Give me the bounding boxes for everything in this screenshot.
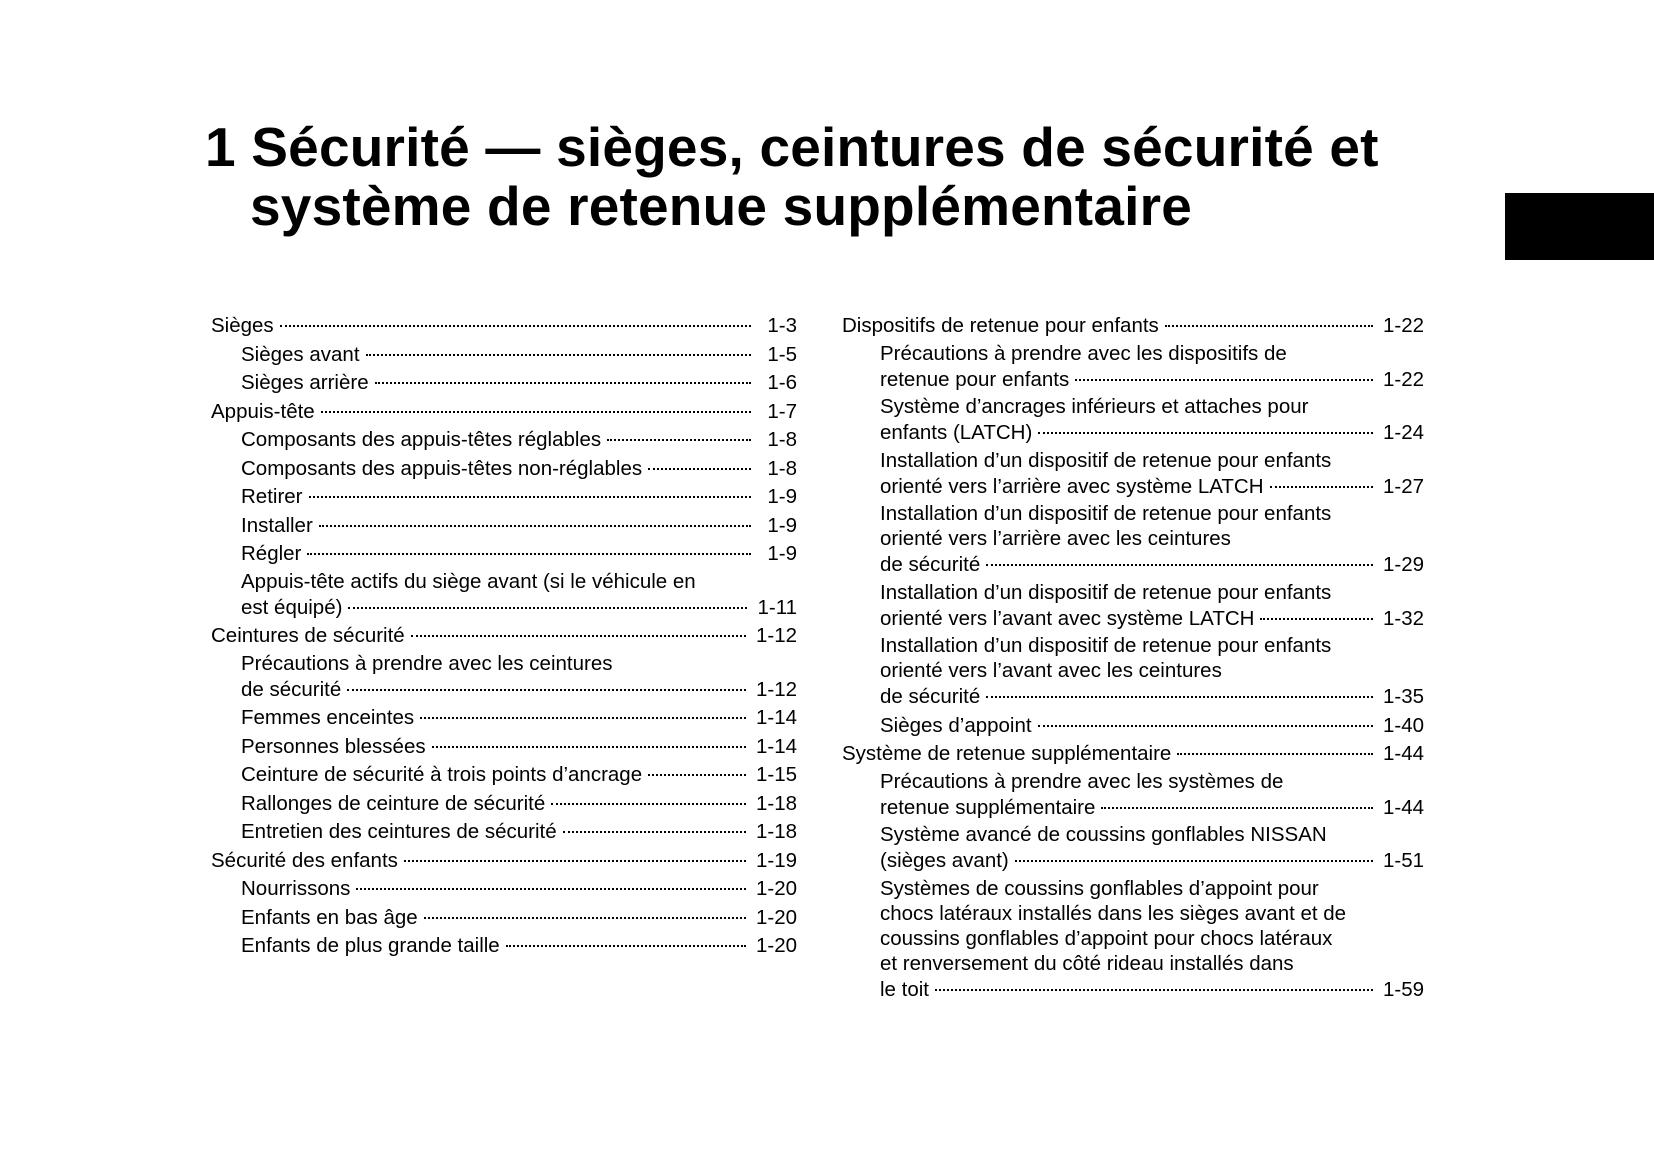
toc-subsection-entry[interactable] [842, 394, 1424, 448]
toc-entry-text: de sécurité [880, 553, 981, 576]
toc-section-entry[interactable] [211, 312, 797, 341]
toc-subsection-entry[interactable] [842, 501, 1424, 580]
toc-entry-leader-line [241, 761, 797, 790]
dot-leader [1015, 860, 1373, 862]
toc-section-entry[interactable] [211, 622, 797, 651]
toc-entry-text: Personnes blessées [241, 734, 426, 758]
toc-entry-text: de sécurité [880, 685, 981, 708]
toc-entry-text: orienté vers l’avant avec système LATCH [880, 606, 1255, 630]
toc-entry-text-line: et renversement du côté rideau installés dans [880, 951, 1294, 975]
toc-subsection-entry[interactable] [211, 818, 797, 847]
toc-subsection-entry[interactable] [211, 875, 797, 904]
toc-entry-text: Rallonges de ceinture de sécurité [241, 791, 546, 815]
toc-entry-leader-line [880, 712, 1424, 741]
toc-entry-text-line: Appuis-tête actifs du siège avant (si le véhicule en [241, 569, 696, 593]
toc-entry-text-line: Systèmes de coussins gonflables d’appoint pour [880, 876, 1319, 900]
toc-subsection-entry[interactable] [211, 540, 797, 569]
toc-page-number: 1-20 [755, 877, 797, 900]
dot-leader [1177, 753, 1373, 755]
toc-page-number: 1-59 [1382, 977, 1424, 1001]
toc-entry-text-line: chocs latéraux installés dans les sièges avant et de [880, 901, 1347, 925]
toc-subsection-entry[interactable] [842, 712, 1424, 741]
chapter-tab-marker [1505, 193, 1654, 260]
toc-entry-leader-line [241, 369, 797, 398]
toc-subsection-entry[interactable] [211, 369, 797, 398]
toc-entry-leader-line [241, 483, 797, 512]
toc-page-number: 1-44 [1382, 742, 1424, 765]
toc-page-number: 1-9 [767, 542, 797, 565]
toc-subsection-entry[interactable] [211, 455, 797, 484]
toc-subsection-entry[interactable] [211, 790, 797, 819]
toc-page-number: 1-40 [1382, 713, 1424, 737]
dot-leader [506, 945, 746, 947]
toc-entry-text-line: Précautions à prendre avec les ceintures [241, 651, 613, 675]
dot-leader [321, 411, 751, 413]
toc-entry-text: Enfants en bas âge [241, 905, 418, 929]
dot-leader [1075, 379, 1373, 381]
toc-page-number: 1-6 [767, 371, 797, 394]
toc-entry-text-line: Installation d’un dispositif de retenue pour enfants [880, 580, 1332, 604]
toc-entry-leader-line [880, 551, 1424, 580]
toc-subsection-entry[interactable] [211, 512, 797, 541]
toc-entry-text-line: orienté vers l’arrière avec les ceintures [880, 527, 1231, 550]
dot-leader [607, 439, 751, 441]
dot-leader [280, 325, 751, 327]
toc-entry-leader-line [211, 622, 797, 651]
toc-subsection-entry[interactable] [211, 904, 797, 933]
toc-entry-text: Sécurité des enfants [211, 848, 398, 872]
toc-entry-text: Installer [241, 513, 313, 537]
toc-page-number: 1-8 [767, 456, 797, 480]
dot-leader [375, 382, 751, 384]
dot-leader [551, 803, 746, 805]
dot-leader [420, 717, 746, 719]
toc-subsection-entry[interactable] [842, 822, 1424, 876]
toc-entry-leader-line [241, 594, 797, 623]
toc-page-number: 1-3 [767, 314, 797, 337]
dot-leader [347, 689, 746, 691]
chapter-title [205, 118, 1379, 236]
toc-entry-leader-line [880, 794, 1424, 823]
toc-entry-text-line: Installation d’un dispositif de retenue pour enfants [880, 448, 1332, 472]
toc-subsection-entry[interactable] [211, 569, 797, 623]
toc-entry-text: Sièges avant [241, 342, 360, 366]
dot-leader [411, 635, 746, 637]
toc-page-number: 1-35 [1382, 685, 1424, 708]
toc-right-column [842, 312, 1424, 1004]
dot-leader [986, 564, 1373, 566]
toc-entry-text: retenue pour enfants [880, 367, 1070, 391]
toc-entry-text: Femmes enceintes [241, 706, 415, 729]
toc-entry-text: Régler [241, 542, 302, 565]
dot-leader [309, 496, 751, 498]
toc-entry-leader-line [241, 426, 797, 455]
toc-subsection-entry[interactable] [842, 341, 1424, 395]
toc-entry-text: le toit [880, 977, 929, 1001]
toc-page-number: 1-18 [755, 820, 797, 843]
toc-entry-text: Entretien des ceintures de sécurité [241, 820, 557, 843]
toc-entry-text: Sièges d’appoint [880, 713, 1032, 737]
toc-entry-leader-line [842, 740, 1424, 769]
toc-page-number: 1-22 [1382, 367, 1424, 391]
dot-leader [1270, 486, 1373, 488]
toc-entry-text: enfants (LATCH) [880, 421, 1033, 444]
dot-leader [366, 354, 751, 356]
toc-entry-leader-line [880, 683, 1424, 712]
toc-entry-leader-line [211, 312, 797, 341]
dot-leader [986, 696, 1373, 698]
toc-entry-text: de sécurité [241, 677, 342, 701]
toc-entry-text: Retirer [241, 485, 303, 508]
toc-section-entry[interactable] [211, 398, 797, 427]
toc-page-number: 1-14 [755, 706, 797, 729]
dot-leader [1165, 325, 1373, 327]
toc-page-number: 1-29 [1382, 553, 1424, 576]
toc-entry-text: Ceintures de sécurité [211, 624, 405, 647]
dot-leader [319, 525, 751, 527]
toc-subsection-entry[interactable] [211, 341, 797, 370]
toc-entry-leader-line [880, 473, 1424, 502]
toc-entry-text-line: orienté vers l’avant avec les ceintures [880, 659, 1222, 682]
toc-entry-text-line: coussins gonflables d’appoint pour chocs latéraux [880, 926, 1333, 950]
toc-page-number: 1-24 [1382, 421, 1424, 444]
toc-entry-text: Composants des appuis-têtes réglables [241, 428, 602, 451]
dot-leader [648, 468, 751, 470]
dot-leader [648, 774, 746, 776]
toc-subsection-entry[interactable] [842, 580, 1424, 634]
toc-subsection-entry[interactable] [842, 769, 1424, 823]
toc-page-number: 1-12 [755, 624, 797, 647]
dot-leader [424, 917, 746, 919]
toc-entry-text: Sièges [211, 314, 274, 337]
toc-entry-text-line: Système avancé de coussins gonflables NISSAN [880, 823, 1327, 846]
toc-entry-leader-line [842, 312, 1424, 341]
toc-entry-leader-line [211, 847, 797, 876]
toc-page-number: 1-32 [1382, 606, 1424, 630]
toc-page-number: 1-27 [1382, 474, 1424, 498]
toc-page-number: 1-20 [755, 905, 797, 929]
dot-leader [404, 860, 746, 862]
toc-entry-leader-line [880, 366, 1424, 395]
toc-subsection-entry[interactable] [211, 932, 797, 961]
toc-section-entry[interactable] [842, 740, 1424, 769]
toc-page-number: 1-9 [767, 513, 797, 537]
toc-entry-text-line: Précautions à prendre avec les systèmes de [880, 769, 1284, 793]
toc-entry-text: Ceinture de sécurité à trois points d’ancrage [241, 763, 643, 786]
toc-page-number: 1-5 [767, 342, 797, 366]
toc-subsection-entry[interactable] [211, 426, 797, 455]
toc-entry-text: Enfants de plus grande taille [241, 934, 500, 957]
toc-left-column [211, 312, 797, 961]
toc-entry-leader-line [241, 512, 797, 541]
dot-leader [1038, 432, 1373, 434]
dot-leader [356, 888, 746, 890]
toc-page-number: 1-18 [755, 791, 797, 815]
toc-page-number: 1-14 [755, 734, 797, 758]
toc-page-number: 1-11 [757, 595, 797, 619]
dot-leader [1101, 807, 1373, 809]
toc-page-number: 1-8 [767, 428, 797, 451]
toc-page-number: 1-15 [755, 763, 797, 786]
toc-entry-leader-line [241, 540, 797, 569]
toc-subsection-entry[interactable] [842, 876, 1424, 1005]
toc-entry-leader-line [880, 419, 1424, 448]
toc-entry-text: Appuis-tête [211, 399, 315, 423]
toc-entry-leader-line [241, 704, 797, 733]
toc-entry-text: (sièges avant) [880, 849, 1009, 872]
toc-entry-leader-line [241, 818, 797, 847]
toc-subsection-entry[interactable] [211, 761, 797, 790]
toc-entry-leader-line [241, 875, 797, 904]
toc-entry-leader-line [241, 733, 797, 762]
toc-subsection-entry[interactable] [211, 651, 797, 705]
toc-page-number: 1-44 [1382, 795, 1424, 819]
toc-subsection-entry[interactable] [842, 633, 1424, 712]
toc-subsection-entry[interactable] [211, 483, 797, 512]
toc-entry-text: Composants des appuis-têtes non-réglables [241, 456, 643, 480]
toc-entry-leader-line [880, 847, 1424, 876]
toc-page-number: 1-22 [1382, 314, 1424, 337]
toc-page-number: 1-51 [1382, 849, 1424, 872]
toc-subsection-entry[interactable] [211, 704, 797, 733]
chapter-title-line-2: système de retenue supplémentaire [250, 175, 1192, 237]
toc-subsection-entry[interactable] [211, 733, 797, 762]
toc-entry-text: Système de retenue supplémentaire [842, 742, 1172, 765]
dot-leader [432, 746, 746, 748]
toc-entry-text: orienté vers l’arrière avec système LATCH [880, 474, 1264, 498]
toc-page-number: 1-20 [755, 934, 797, 957]
toc-entry-leader-line [241, 455, 797, 484]
toc-page-number: 1-19 [755, 848, 797, 872]
toc-subsection-entry[interactable] [842, 448, 1424, 502]
toc-entry-leader-line [211, 398, 797, 427]
dot-leader [1260, 618, 1373, 620]
dot-leader [1038, 725, 1373, 727]
toc-entry-text-line: Installation d’un dispositif de retenue pour enfants [880, 634, 1332, 657]
toc-entry-leader-line [880, 605, 1424, 634]
toc-entry-text: Dispositifs de retenue pour enfants [842, 314, 1159, 337]
toc-section-entry[interactable] [842, 312, 1424, 341]
toc-entry-leader-line [241, 904, 797, 933]
toc-page-number: 1-7 [767, 399, 797, 423]
toc-entry-leader-line [241, 341, 797, 370]
toc-entry-text-line: Système d’ancrages inférieurs et attaches pour [880, 395, 1309, 418]
dot-leader [563, 831, 746, 833]
toc-section-entry[interactable] [211, 847, 797, 876]
toc-page-number: 1-9 [767, 485, 797, 508]
toc-page-number: 1-12 [755, 677, 797, 701]
toc-entry-leader-line [241, 932, 797, 961]
dot-leader [348, 607, 747, 609]
dot-leader [307, 553, 751, 555]
toc-entry-leader-line [241, 790, 797, 819]
toc-entry-text-line: Précautions à prendre avec les dispositifs de [880, 341, 1287, 365]
toc-entry-leader-line [880, 976, 1424, 1005]
toc-entry-text: Nourrissons [241, 877, 351, 900]
chapter-title-line-1: 1 Sécurité — sièges, ceintures de sécurité et [205, 116, 1379, 178]
toc-entry-text: Sièges arrière [241, 371, 369, 394]
toc-entry-text: est équipé) [241, 595, 343, 619]
toc-entry-leader-line [241, 676, 797, 705]
dot-leader [935, 989, 1373, 991]
toc-entry-text-line: Installation d’un dispositif de retenue pour enfants [880, 502, 1332, 525]
toc-entry-text: retenue supplémentaire [880, 795, 1096, 819]
